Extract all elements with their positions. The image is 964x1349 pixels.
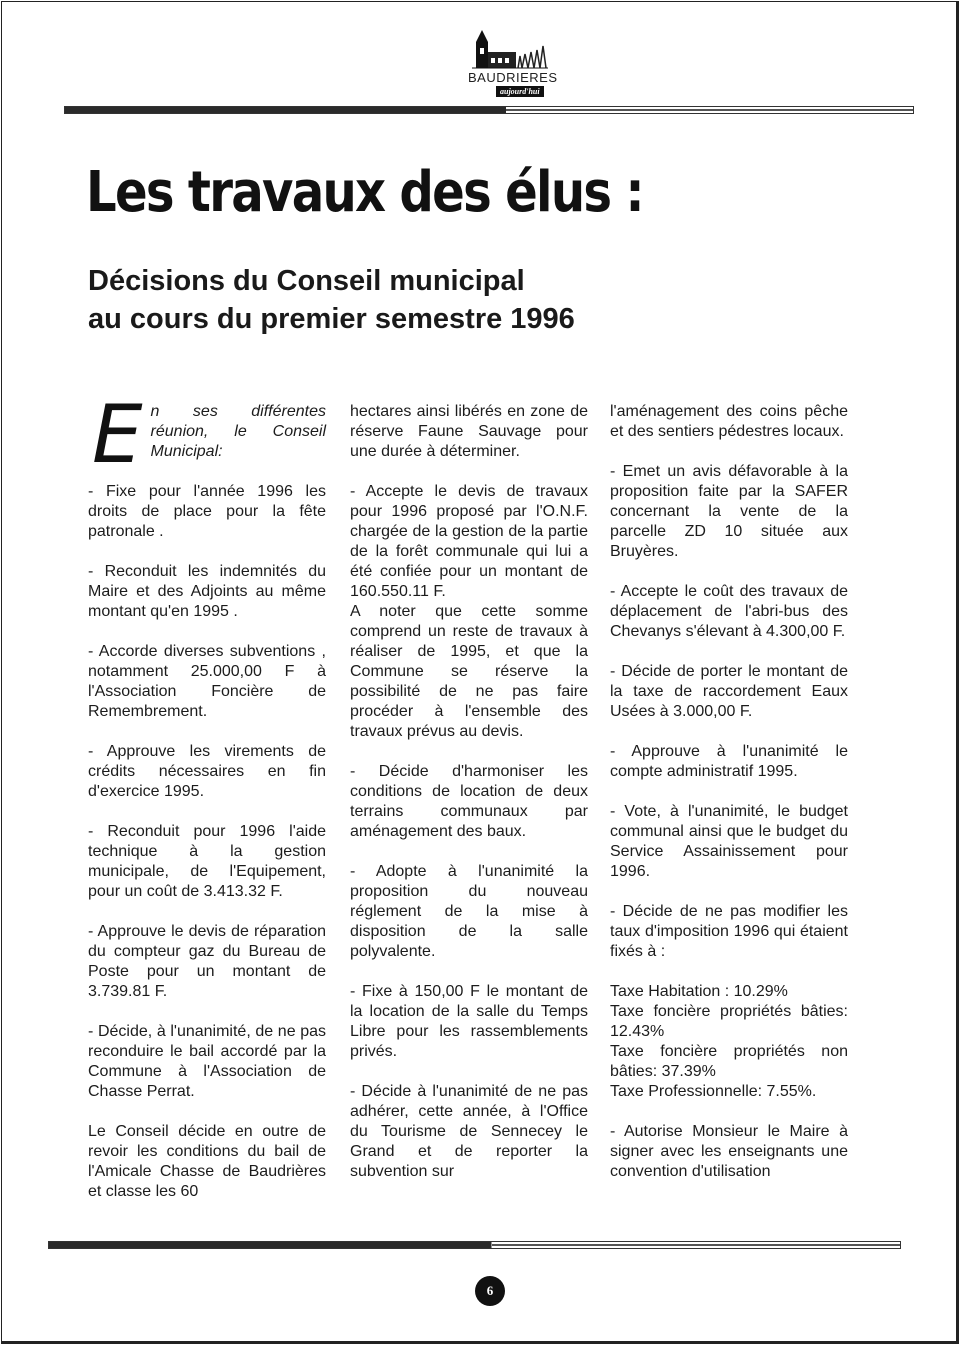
tax-rate-list <box>610 982 848 1102</box>
text-column-1 <box>88 388 326 1222</box>
intro-text: n ses différentes réunion, le Conseil Municipal: <box>150 403 326 460</box>
tax-rate-item: Taxe foncière propriétés bâties: 12.43% <box>610 1003 848 1040</box>
paragraph: l'aménagement des coins pêche et des sentiers pédestres locaux. <box>610 403 848 440</box>
intro-paragraph <box>88 388 326 481</box>
paragraph: - Accepte le devis de travaux pour 1996 proposé par l'O.N.F. chargée de la gestion de la partie de la forêt communale qui lui a été confiée pour un montant de 160.550.11 F. <box>350 483 588 600</box>
text-column-2 <box>350 402 588 1202</box>
footer-rule <box>48 1241 901 1249</box>
tax-rate-item: Taxe foncière propriétés non bâties: 37.39% <box>610 1043 848 1080</box>
paragraph: - Décide à l'unanimité de ne pas adhérer, cette année, à l'Office du Tourisme de Sennecey le Grand et de reporter la subvention sur <box>350 1083 588 1180</box>
paragraph: - Approuve à l'unanimité le compte administratif 1995. <box>610 743 848 780</box>
paragraph: - Décide d'harmoniser les conditions de location de deux terrains communaux par aménagement des baux. <box>350 763 588 840</box>
baudrieres-logo <box>466 28 558 100</box>
paragraph: - Reconduit les indemnités du Maire et des Adjoints au même montant qu'en 1995 . <box>88 563 326 620</box>
header-rule <box>64 106 914 114</box>
paragraph: - Fixe pour l'année 1996 les droits de place pour la fête patronale . <box>88 483 326 540</box>
paragraph: - Accepte le coût des travaux de déplacement de l'abri-bus des Chevanys s'élevant à 4.300,00 F. <box>610 583 848 640</box>
logo-tagline: aujourd'hui <box>496 86 544 97</box>
paragraph: hectares ainsi libérés en zone de réserve Faune Sauvage pour une durée à déterminer. <box>350 403 588 460</box>
subtitle-line-2: au cours du premier semestre 1996 <box>88 303 575 335</box>
text-column-3 <box>610 402 848 1202</box>
page-title: Les travaux des élus : <box>86 160 643 225</box>
paragraph: - Approuve les virements de crédits nécessaires en fin d'exercice 1995. <box>88 743 326 800</box>
paragraph: A noter que cette somme comprend un reste de travaux à réaliser de 1995, et que la Commune se réserve la possibilité de ne pas faire procéder à l'ensemble des travaux prévus au devis. <box>350 603 588 740</box>
paragraph: - Emet un avis défavorable à la proposition faite par la SAFER concernant la vente de la parcelle ZD 10 située aux Bruyères. <box>610 463 848 560</box>
village-church-icon <box>470 28 550 70</box>
page-subtitle <box>88 262 575 338</box>
paragraph: - Décide de porter le montant de la taxe de raccordement Eaux Usées à 3.000,00 F. <box>610 663 848 720</box>
drop-cap: E <box>92 388 143 481</box>
logo-name: BAUDRIERES <box>468 70 558 85</box>
paragraph: - Vote, à l'unanimité, le budget communal ainsi que le budget du Service Assainissement pour 1996. <box>610 803 848 880</box>
subtitle-line-1: Décisions du Conseil municipal <box>88 265 525 297</box>
paragraph: - Approuve le devis de réparation du compteur gaz du Bureau de Poste pour un montant de 3.739.81 F. <box>88 923 326 1000</box>
paragraph: - Fixe à 150,00 F le montant de la location de la salle du Temps Libre pour les rassemblements privés. <box>350 983 588 1060</box>
tax-rate-item: Taxe Habitation : 10.29% <box>610 983 788 1000</box>
paragraph: Le Conseil décide en outre de revoir les conditions du bail de l'Amicale Chasse de Baudrières et classe les 60 <box>88 1123 326 1200</box>
paragraph: - Décide, à l'unanimité, de ne pas reconduire le bail accordé par la Commune à l'Association de Chasse Perrat. <box>88 1023 326 1100</box>
paragraph: - Accorde diverses subventions , notamment 25.000,00 F à l'Association Foncière de Remembrement. <box>88 643 326 720</box>
paragraph: - Reconduit pour 1996 l'aide technique à la gestion municipale, de l'Equipement, pour un coût de 3.413.32 F. <box>88 823 326 900</box>
paragraph: - Décide de ne pas modifier les taux d'imposition 1996 qui étaient fixés à : <box>610 903 848 960</box>
paragraph: - Adopte à l'unanimité la proposition du nouveau réglement de la mise à disposition de la salle polyvalente. <box>350 863 588 960</box>
page-number: 6 <box>475 1276 505 1306</box>
paragraph: - Autorise Monsieur le Maire à signer avec les enseignants une convention d'utilisation <box>610 1123 848 1180</box>
tax-rate-item: Taxe Professionnelle: 7.55%. <box>610 1083 817 1100</box>
